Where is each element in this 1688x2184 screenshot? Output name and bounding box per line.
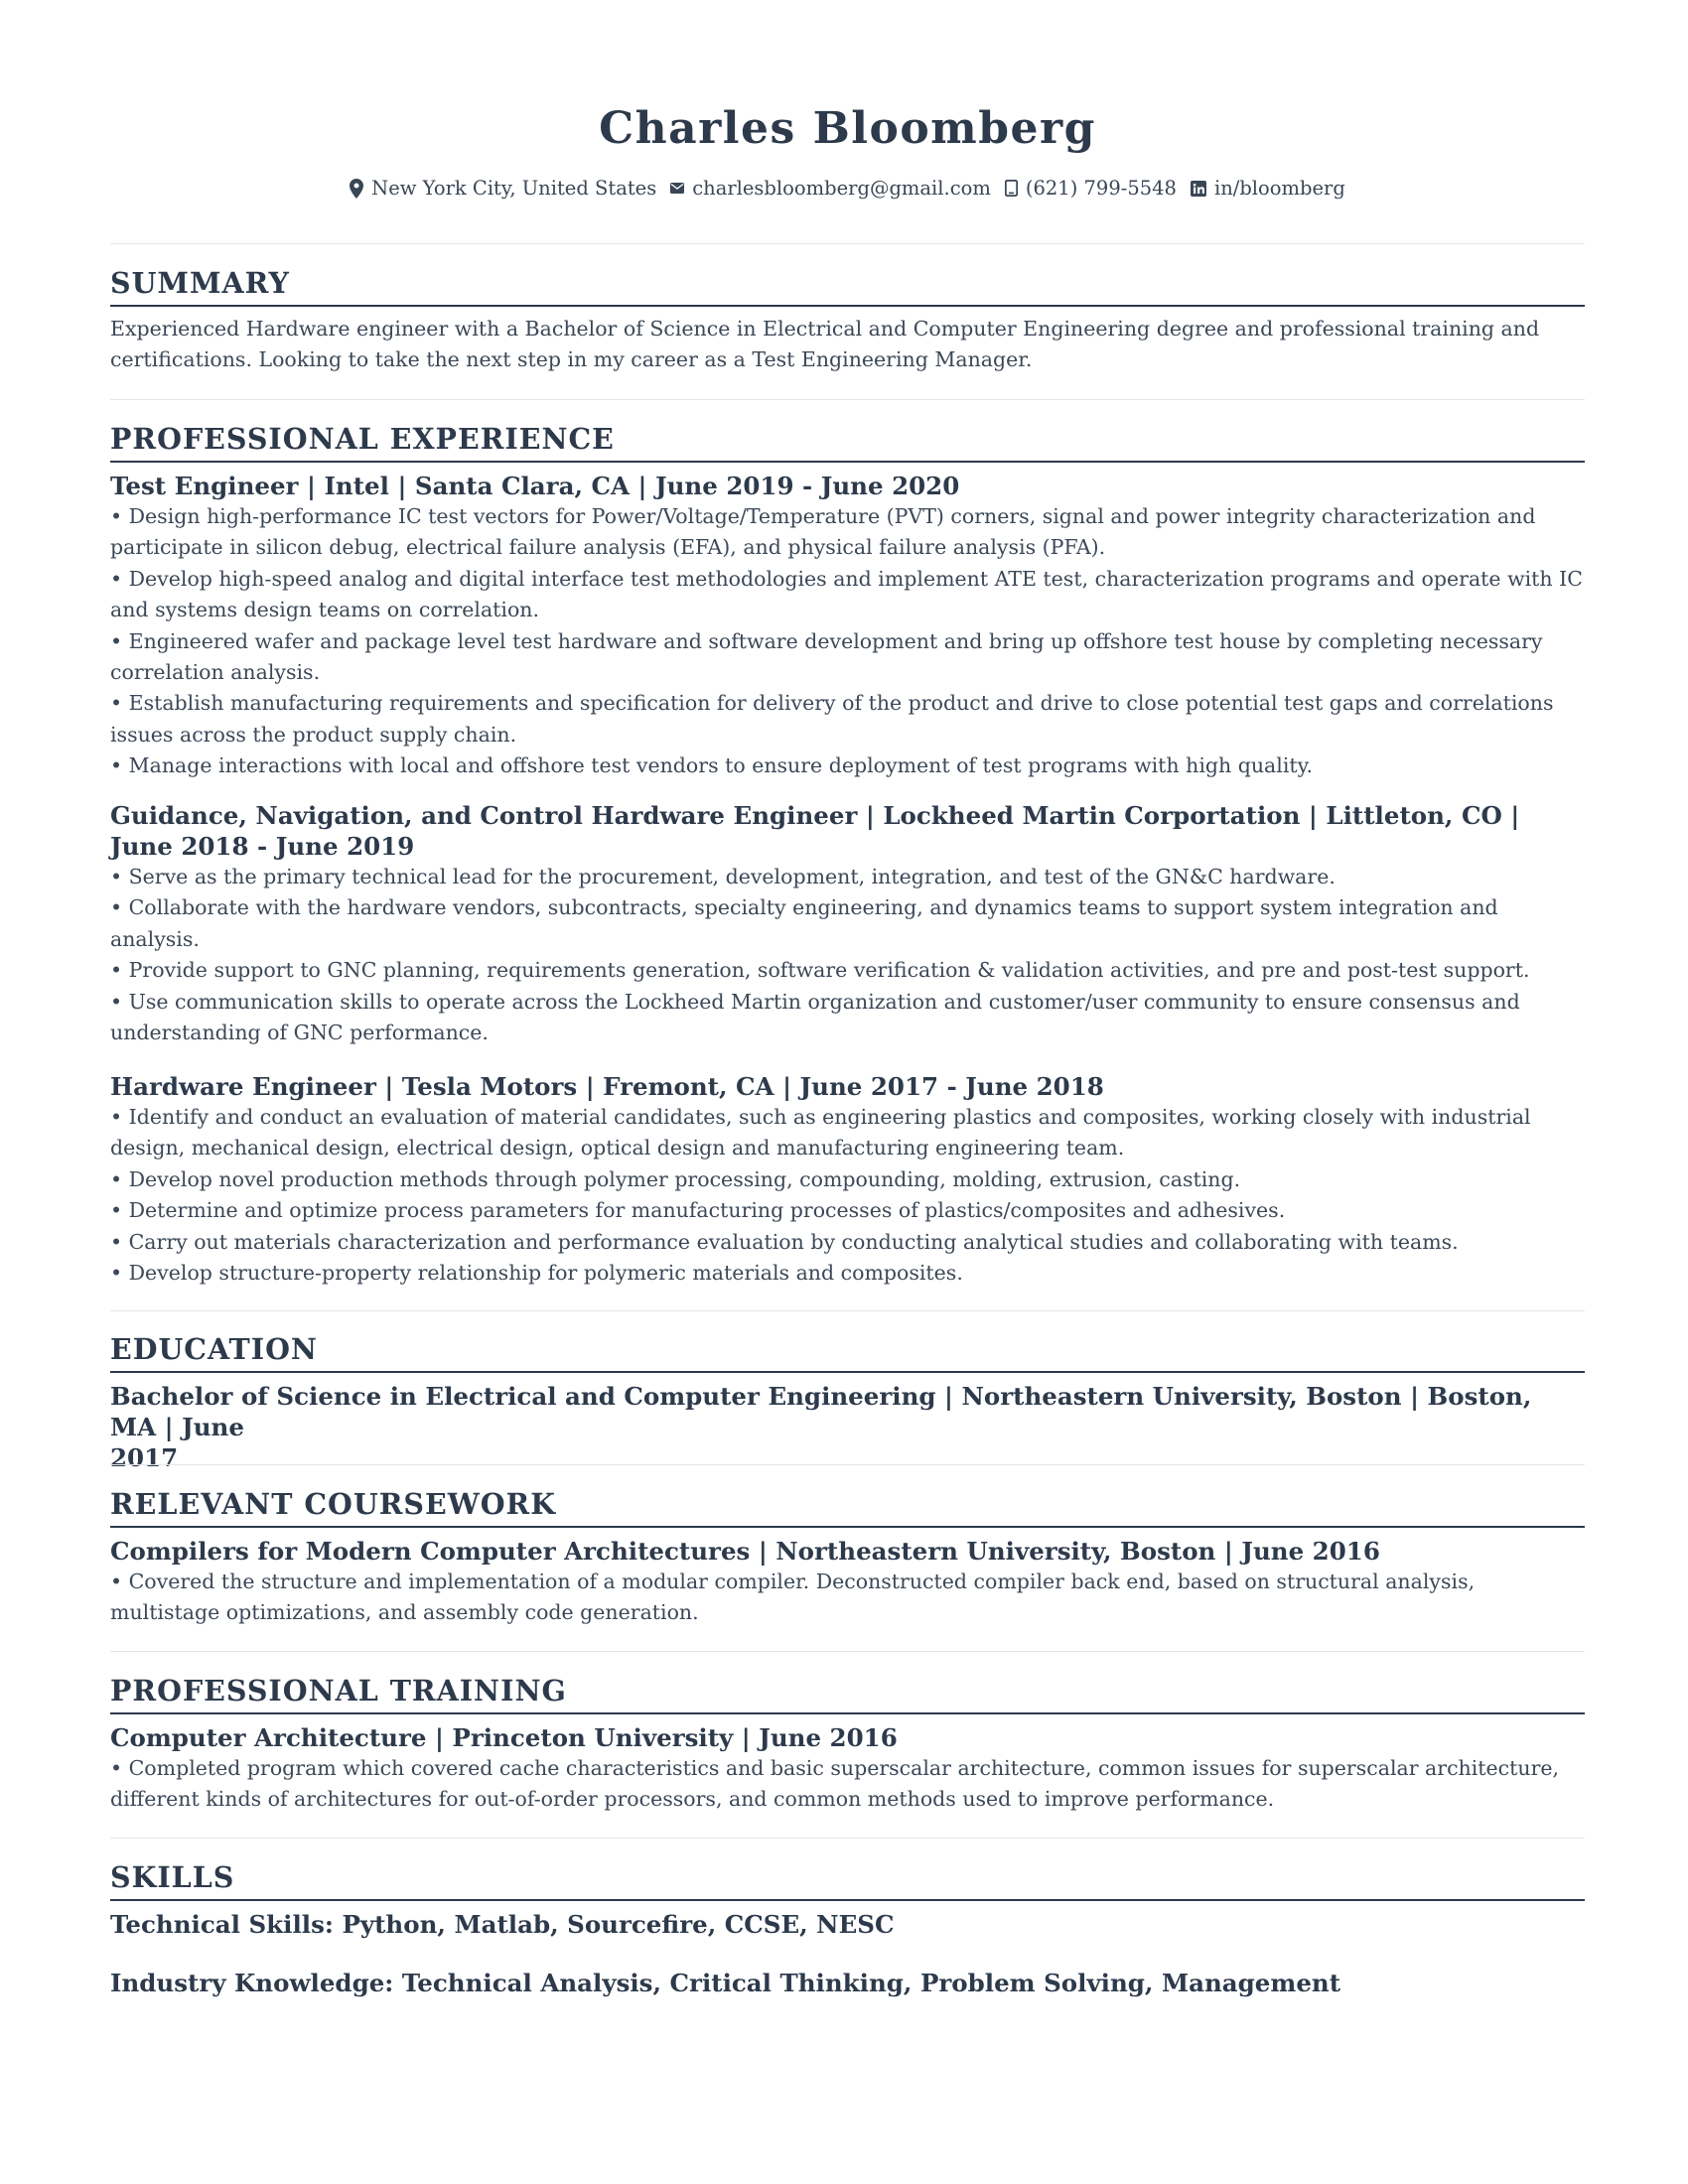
job-intel bbox=[110, 471, 1585, 782]
divider bbox=[110, 243, 1585, 244]
experience-heading: PROFESSIONAL EXPERIENCE bbox=[110, 420, 1585, 463]
job-tesla bbox=[110, 1071, 1585, 1289]
linkedin-text[interactable]: in/bloomberg bbox=[1213, 177, 1345, 200]
job-bullet: • Engineered wafer and package level test hardware and software development and bring up offshore test house by completing necessary correlation analysis. bbox=[110, 628, 1543, 685]
coursework-heading: RELEVANT COURSEWORK bbox=[110, 1485, 1585, 1528]
training-heading: PROFESSIONAL TRAINING bbox=[110, 1672, 1585, 1714]
summary-text: Experienced Hardware engineer with a Bachelor of Science in Electrical and Computer Engineering degree and professional training and certifications. Looking to take the next step in my career as a Test Engineering Manager. bbox=[110, 317, 1540, 372]
training-bullet: • Completed program which covered cache characteristics and basic superscalar architecture, common issues for superscalar architecture, different kinds of architectures for out-of-order processors, and common methods used to improve performance. bbox=[110, 1756, 1560, 1812]
industry-knowledge: Industry Knowledge: Technical Analysis, Critical Thinking, Problem Solving, Management bbox=[110, 1969, 1341, 1997]
job-title: Test Engineer | Intel | Santa Clara, CA | June 2019 - June 2020 bbox=[110, 472, 960, 500]
job-lockheed bbox=[110, 800, 1585, 1048]
job-bullet: • Develop structure-property relationship for polymeric materials and composites. bbox=[110, 1261, 963, 1286]
course-bullet: • Covered the structure and implementation of a modular compiler. Deconstructed compiler back end, based on structural analysis, multistage optimizations, and assembly code generation. bbox=[110, 1570, 1476, 1625]
skills-heading: SKILLS bbox=[110, 1858, 1585, 1901]
education-heading: EDUCATION bbox=[110, 1330, 1585, 1373]
contact-linkedin[interactable] bbox=[1191, 177, 1345, 200]
email-text[interactable]: charlesbloomberg@gmail.com bbox=[692, 177, 991, 200]
job-title: Guidance, Navigation, and Control Hardware Engineer | Lockheed Martin Corportation | Littleton, CO | bbox=[110, 801, 1520, 830]
linkedin-icon bbox=[1191, 181, 1206, 197]
job-bullet: • Establish manufacturing requirements and specification for delivery of the product and drive to close potential test gaps and correlations issues across the product supply chain. bbox=[110, 691, 1554, 747]
phone-text[interactable]: (621) 799-5548 bbox=[1025, 177, 1177, 200]
contact-location bbox=[350, 177, 656, 200]
job-bullet: • Provide support to GNC planning, requirements generation, software verification & validation activities, and pre and post-test support. bbox=[110, 958, 1530, 983]
degree-title: Bachelor of Science in Electrical and Computer Engineering | Northeastern University, Boston | Boston, MA | June bbox=[110, 1382, 1532, 1441]
contact-bar bbox=[110, 177, 1585, 200]
divider bbox=[110, 1838, 1585, 1839]
job-bullet: • Manage interactions with local and offshore test vendors to ensure deployment of test programs with high quality. bbox=[110, 753, 1314, 778]
job-title: Hardware Engineer | Tesla Motors | Fremont, CA | June 2017 - June 2018 bbox=[110, 1072, 1104, 1101]
divider bbox=[110, 399, 1585, 400]
phone-icon bbox=[1005, 180, 1018, 197]
location-text: New York City, United States bbox=[371, 177, 657, 200]
divider bbox=[110, 1464, 1585, 1465]
job-bullet: • Carry out materials characterization and performance evaluation by conducting analytical studies and collaborating with teams. bbox=[110, 1229, 1459, 1254]
coursework-entry bbox=[110, 1536, 1585, 1629]
divider bbox=[110, 1651, 1585, 1652]
job-bullet: • Serve as the primary technical lead for the procurement, development, integration, and test of the GN&C hardware. bbox=[110, 865, 1336, 888]
contact-email[interactable] bbox=[670, 177, 991, 200]
candidate-name: Charles Bloomberg bbox=[599, 103, 1096, 154]
job-bullet: • Collaborate with the hardware vendors, subcontracts, specialty engineering, and dynamics teams to support system integration and analysis. bbox=[110, 895, 1498, 951]
training-entry bbox=[110, 1722, 1585, 1816]
job-dates: June 2018 - June 2019 bbox=[110, 832, 415, 861]
education-entry bbox=[110, 1381, 1585, 1473]
technical-skills: Technical Skills: Python, Matlab, Sourcefire, CCSE, NESC bbox=[110, 1910, 895, 1939]
job-bullet: • Determine and optimize process parameters for manufacturing processes of plastics/composites and adhesives. bbox=[110, 1198, 1286, 1223]
divider bbox=[110, 1310, 1585, 1311]
job-bullet: • Develop novel production methods through polymer processing, compounding, molding, extrusion, casting. bbox=[110, 1166, 1241, 1191]
envelope-icon bbox=[670, 183, 684, 194]
map-pin-icon bbox=[350, 179, 363, 199]
degree-year: 2017 bbox=[110, 1443, 179, 1472]
training-title: Computer Architecture | Princeton University | June 2016 bbox=[110, 1723, 898, 1752]
summary-heading: SUMMARY bbox=[110, 264, 1585, 307]
contact-phone[interactable] bbox=[1005, 177, 1177, 200]
job-bullet: • Design high-performance IC test vectors for Power/Voltage/Temperature (PVT) corners, signal and power integrity characterization and participate in silicon debug, electrical failure analysis (EFA), and physical failure analysis (PFA). bbox=[110, 504, 1536, 560]
job-bullet: • Use communication skills to operate across the Lockheed Martin organization and customer/user community to ensure consensus and understanding of GNC performance. bbox=[110, 989, 1520, 1045]
job-bullet: • Identify and conduct an evaluation of material candidates, such as engineering plastics and composites, working closely with industrial design, mechanical design, electrical design, optical design and manufacturing engineering team. bbox=[110, 1105, 1531, 1160]
job-bullet: • Develop high-speed analog and digital interface test methodologies and implement ATE test, characterization programs and operate with IC and systems design teams on correlation. bbox=[110, 566, 1583, 622]
course-title: Compilers for Modern Computer Architectures | Northeastern University, Boston | June 2016 bbox=[110, 1537, 1380, 1566]
